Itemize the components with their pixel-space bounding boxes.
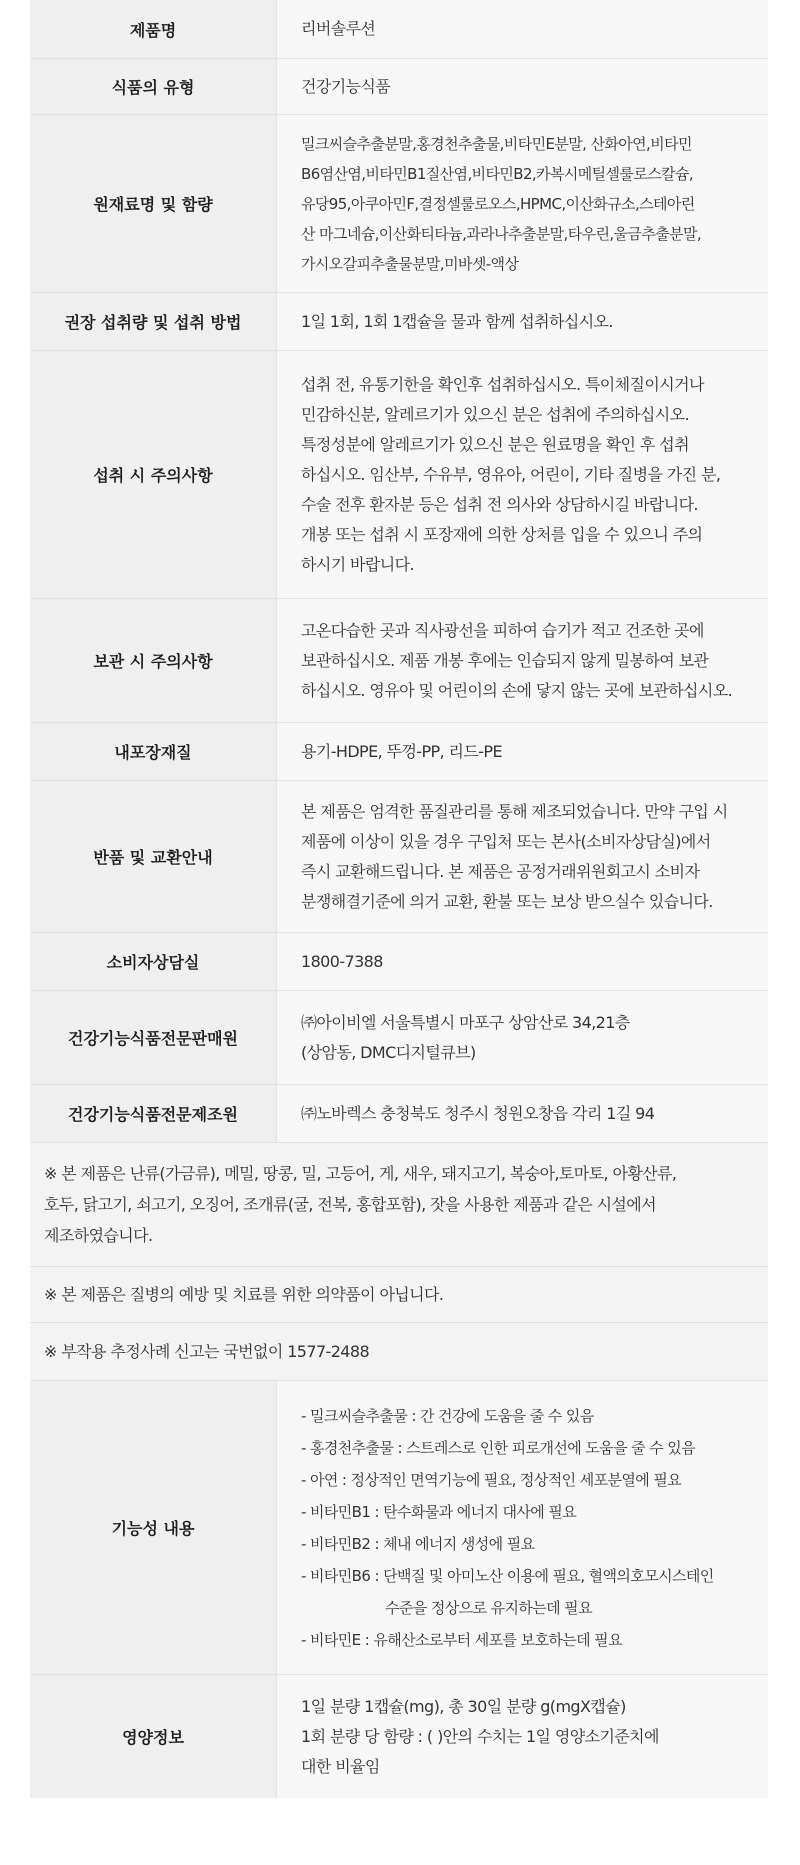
row-distributor <box>30 990 768 1084</box>
value-line: (상암동, DMC디지털큐브) <box>301 1042 476 1062</box>
product-info-table <box>30 0 768 1798</box>
value-line: 본 제품은 엄격한 품질관리를 통해 제조되었습니다. 만약 구입 시 <box>301 801 728 821</box>
row-intake-method <box>30 292 768 350</box>
value-line: 제품에 이상이 있을 경우 구입처 또는 본사(소비자상담실)에서 <box>301 831 711 851</box>
value-line: 리버솔루션 <box>301 19 376 38</box>
value-line: 보관하십시오. 제품 개봉 후에는 인습되지 않게 밀봉하여 보관 <box>301 650 709 670</box>
row-label: 식품의 유형 <box>30 59 276 114</box>
note-line: 호두, 닭고기, 쇠고기, 오징어, 조개류(굴, 전복, 홍합포함), 잣을 사용한 제품과 같은 시설에서 <box>44 1195 656 1214</box>
note-line: ※ 부작용 추정사례 신고는 국번없이 1577-2488 <box>44 1342 370 1361</box>
row-functional-content <box>30 1380 768 1674</box>
row-label: 반품 및 교환안내 <box>30 781 276 932</box>
function-item: - 비타민B2 : 체내 에너지 생성에 필요 <box>301 1534 535 1553</box>
row-value <box>276 59 768 114</box>
function-item: - 밀크씨슬추출물 : 간 건강에 도움을 줄 수 있음 <box>301 1406 594 1425</box>
value-line: 하십시오. 영유아 및 어린이의 손에 닿지 않는 곳에 보관하십시오. <box>301 680 733 700</box>
function-item: - 비타민B6 : 단백질 및 아미노산 이용에 필요, 혈액의호모시스테인 <box>301 1566 714 1585</box>
value-line: 섭취 전, 유통기한을 확인후 섭취하십시오. 특이체질이시거나 <box>301 374 704 394</box>
row-label: 보관 시 주의사항 <box>30 599 276 722</box>
row-value <box>276 1381 768 1674</box>
value-line: ㈜노바렉스 충청북도 청주시 청원오창읍 각리 1길 94 <box>301 1103 655 1123</box>
row-label: 건강기능식품전문판매원 <box>30 991 276 1084</box>
row-label: 섭취 시 주의사항 <box>30 351 276 598</box>
value-line: 고온다습한 곳과 직사광선을 피하여 습기가 적고 건조한 곳에 <box>301 620 704 640</box>
row-value <box>276 293 768 350</box>
note-line: ※ 본 제품은 난류(가금류), 메밀, 땅콩, 밀, 고등어, 게, 새우, 돼지고기, 복숭아,토마토, 아황산류, <box>44 1164 677 1183</box>
row-value <box>276 991 768 1084</box>
value-line: 건강기능식품 <box>301 76 391 96</box>
note-side-effect-report <box>30 1322 768 1380</box>
row-value <box>276 933 768 990</box>
function-item: 수준을 정상으로 유지하는데 필요 <box>385 1598 592 1617</box>
row-value <box>276 351 768 598</box>
function-item: - 비타민B1 : 탄수화물과 에너지 대사에 필요 <box>301 1502 577 1521</box>
row-label: 제품명 <box>30 0 276 58</box>
row-value <box>276 1675 768 1798</box>
value-line: 하십시오. 임산부, 수유부, 영유아, 어린이, 기타 질병을 가진 분, <box>301 464 721 484</box>
value-line: 특정성분에 알레르기가 있으신 분은 원료명을 확인 후 섭취 <box>301 434 689 454</box>
value-line: 유당95,아쿠아민F,결정셀룰로오스,HPMC,이산화규소,스테아린 <box>301 194 695 213</box>
value-line: 밀크씨슬추출분말,홍경천추출물,비타민E분말, 산화아연,비타민 <box>301 134 692 153</box>
row-label: 권장 섭취량 및 섭취 방법 <box>30 293 276 350</box>
value-line: 산 마그네슘,이산화티타늄,과라나추출분말,타우린,울금추출분말, <box>301 224 702 243</box>
value-line: 1일 1회, 1회 1캡슐을 물과 함께 섭취하십시오. <box>301 311 613 331</box>
note-allergen <box>30 1142 768 1266</box>
value-line: 1회 분량 당 함량 : ( )안의 수치는 1일 영양소기준치에 <box>301 1726 659 1746</box>
row-product-name <box>30 0 768 58</box>
function-item: - 아연 : 정상적인 면역기능에 필요, 정상적인 세포분열에 필요 <box>301 1470 682 1489</box>
value-line: B6염산염,비타민B1질산염,비타민B2,카복시메틸셀룰로스칼슘, <box>301 164 694 183</box>
row-value <box>276 115 768 292</box>
row-intake-caution <box>30 350 768 598</box>
value-line: 즉시 교환해드립니다. 본 제품은 공정거래위원회고시 소비자 <box>301 861 700 881</box>
row-food-type <box>30 58 768 114</box>
row-ingredients <box>30 114 768 292</box>
note-line: ※ 본 제품은 질병의 예방 및 치료를 위한 의약품이 아닙니다. <box>44 1285 444 1304</box>
row-label: 기능성 내용 <box>30 1381 276 1674</box>
row-label: 원재료명 및 함량 <box>30 115 276 292</box>
row-value <box>276 0 768 58</box>
value-line: 민감하신분, 알레르기가 있으신 분은 섭취에 주의하십시오. <box>301 404 689 424</box>
row-manufacturer <box>30 1084 768 1142</box>
value-line: 가시오갈피추출물분말,미바셋-액상 <box>301 254 519 273</box>
value-line: 하시기 바랍니다. <box>301 554 414 574</box>
row-label: 소비자상담실 <box>30 933 276 990</box>
row-consumer-center <box>30 932 768 990</box>
value-line: 수술 전후 환자분 등은 섭취 전 의사와 상담하시길 바랍니다. <box>301 494 698 514</box>
note-not-medicine <box>30 1266 768 1322</box>
note-line: 제조하였습니다. <box>44 1226 153 1245</box>
row-value <box>276 723 768 780</box>
function-item: - 비타민E : 유해산소로부터 세포를 보호하는데 필요 <box>301 1630 622 1649</box>
value-line: ㈜아이비엘 서울특별시 마포구 상암산로 34,21층 <box>301 1012 630 1032</box>
row-label: 건강기능식품전문제조원 <box>30 1085 276 1142</box>
phone-number: 1800-7388 <box>301 951 383 971</box>
row-nutrition-info <box>30 1674 768 1798</box>
row-value <box>276 599 768 722</box>
function-item: - 홍경천추출물 : 스트레스로 인한 피로개선에 도움을 줄 수 있음 <box>301 1438 696 1457</box>
value-line: 용기-HDPE, 뚜껑-PP, 리드-PE <box>301 741 502 761</box>
row-packaging <box>30 722 768 780</box>
row-value <box>276 1085 768 1142</box>
value-line: 분쟁해결기준에 의거 교환, 환불 또는 보상 받으실수 있습니다. <box>301 891 713 911</box>
row-storage-caution <box>30 598 768 722</box>
row-return-policy <box>30 780 768 932</box>
row-label: 내포장재질 <box>30 723 276 780</box>
row-value <box>276 781 768 932</box>
row-label: 영양정보 <box>30 1675 276 1798</box>
value-line: 1일 분량 1캡슐(mg), 총 30일 분량 g(mgX캡슐) <box>301 1696 626 1716</box>
value-line: 대한 비율임 <box>301 1756 380 1776</box>
value-line: 개봉 또는 섭취 시 포장재에 의한 상처를 입을 수 있으니 주의 <box>301 524 703 544</box>
